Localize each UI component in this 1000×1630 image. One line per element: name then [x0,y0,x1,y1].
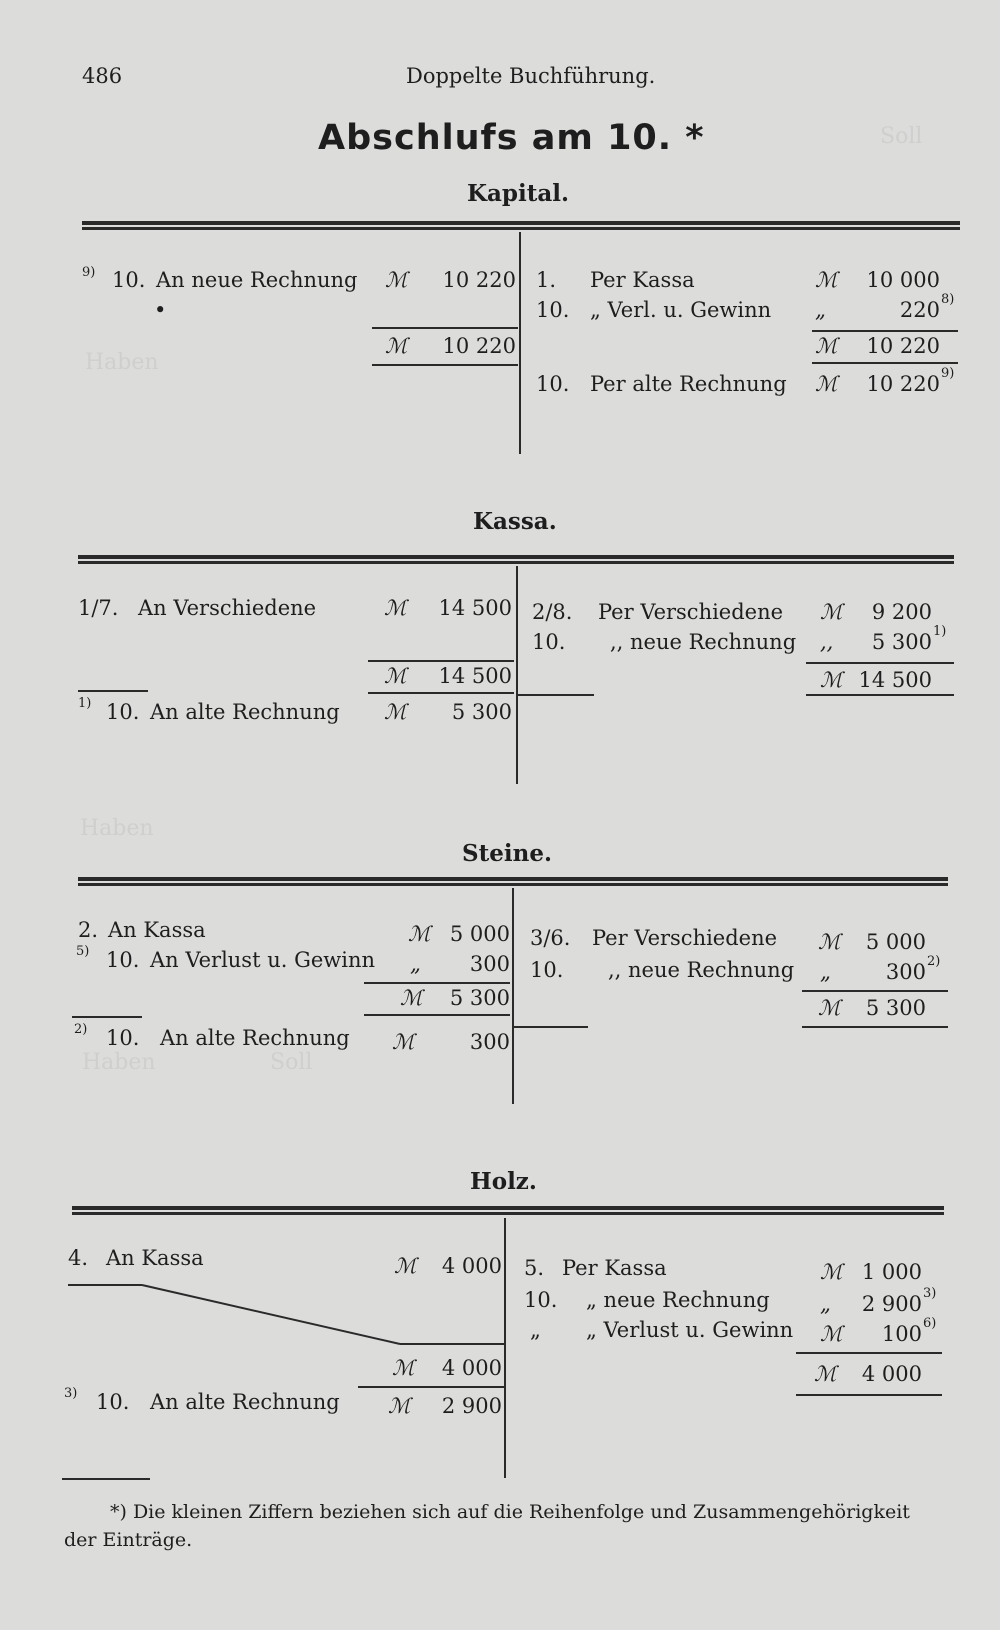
currency-mark: ℳ [814,1362,837,1386]
sum-rule [512,1026,588,1028]
entry-amount: 10 000 [866,268,940,292]
currency-mark: „ [820,960,831,984]
footnote-ref: 1) [78,696,92,711]
currency-mark: „ [410,952,421,976]
bleed-through-text: Soll [880,124,923,149]
entry-amount: 300 [885,960,926,984]
total-amount: 14 500 [438,664,512,688]
footnote-ref: 2) [74,1022,88,1037]
currency-mark: ℳ [408,922,431,946]
entry-amount: 10 220 [442,268,516,292]
footnote-ref: 2) [927,954,941,969]
total-amount: 5 300 [449,986,510,1010]
entry-day: 10. [536,298,570,322]
entry-day: 10. [524,1288,558,1312]
sum-rule [72,1016,142,1018]
currency-mark: ℳ [815,372,838,396]
entry-text: ,, neue Rechnung [610,630,797,654]
sum-rule [806,662,954,664]
sum-rule [802,990,948,992]
sum-rule [812,330,958,332]
entry-day: 3/6. [530,926,571,950]
t-account-divider [504,1218,506,1478]
entry-amount: 5 300 [451,700,512,724]
currency-mark: ,, [820,630,834,654]
entry-amount: 9 200 [871,600,932,624]
footnote-ref: 1) [933,624,947,639]
entry-day: 10. [532,630,566,654]
entry-day: 10. [106,948,140,972]
currency-mark: ℳ [818,930,841,954]
account-title-kassa: Kassa. [473,508,557,535]
footnote-ref: 3) [64,1386,78,1401]
entry-day: „ [530,1318,541,1342]
sum-rule [78,690,148,692]
currency-mark: „ [815,298,826,322]
currency-mark: ℳ [820,668,843,692]
currency-mark: ℳ [392,1356,415,1380]
page-title: Abschlufs am 10. * [318,118,705,158]
entry-text: ,, neue Rechnung [608,958,795,982]
entry-text: An alte Rechnung [160,1026,350,1050]
entry-day: 10. [530,958,564,982]
footnote-ref: 9) [941,366,955,381]
account-rule [82,221,960,230]
entry-amount: 5 000 [865,930,926,954]
sum-rule [802,1026,948,1028]
bleed-through-text: Haben [85,350,159,375]
entry-day: 10. [106,700,140,724]
total-amount: 4 000 [441,1356,502,1380]
entry-amount: 300 [469,1030,510,1054]
entry-text: An alte Rechnung [150,700,340,724]
total-amount: 10 220 [866,334,940,358]
entry-text: An Kassa [106,1246,204,1270]
currency-mark: ℳ [384,700,407,724]
entry-text: Per alte Rechnung [590,372,787,396]
sum-rule [358,1386,504,1388]
sum-rule [368,692,514,694]
bleed-through-text: Haben [82,1050,156,1075]
entry-day: 4. [68,1246,89,1270]
entry-text: „ Verlust u. Gewinn [586,1318,794,1342]
ink-dot: • [154,298,167,322]
entry-text: An Verlust u. Gewinn [150,948,376,972]
sum-rule [364,1014,510,1016]
entry-amount: 220 [899,298,940,322]
account-rule [78,555,954,564]
sum-rule [372,327,518,329]
sum-rule [796,1394,942,1396]
entry-text: An neue Rechnung [156,268,358,292]
entry-text: „ Verl. u. Gewinn [590,298,772,322]
currency-mark: ℳ [820,1322,843,1346]
entry-text: An Kassa [108,918,206,942]
page-number: 486 [82,64,123,88]
footnote-ref: 5) [76,944,90,959]
entry-day: 10. [112,268,146,292]
account-title-holz: Holz. [470,1168,537,1195]
currency-mark: ℳ [815,334,838,358]
entry-amount: 10 220 [866,372,940,396]
total-amount: 4 000 [861,1362,922,1386]
entry-text: Per Verschiedene [592,926,778,950]
entry-text: „ neue Rechnung [586,1288,770,1312]
entry-day: 10. [106,1026,140,1050]
currency-mark: „ [820,1292,831,1316]
footnote-ref: 8) [941,292,955,307]
t-account-divider [519,232,521,454]
account-title-kapital: Kapital. [467,180,569,207]
currency-mark: ℳ [820,600,843,624]
entry-day: 2/8. [532,600,573,624]
currency-mark: ℳ [385,268,408,292]
entry-day: 2. [78,918,99,942]
currency-mark: ℳ [385,334,408,358]
bleed-through-text: Haben [80,816,154,841]
cancellation-line [60,1278,510,1348]
entry-text: Per Kassa [562,1256,667,1280]
entry-day: 5. [524,1256,545,1280]
currency-mark: ℳ [400,986,423,1010]
footnote-ref: 9) [82,265,96,280]
entry-text: Per Verschiedene [598,600,784,624]
entry-amount: 300 [469,952,510,976]
running-title: Doppelte Buchführung. [406,64,656,88]
sum-rule [62,1478,150,1480]
account-rule [72,1206,944,1215]
entry-amount: 2 900 [861,1292,922,1316]
entry-text: Per Kassa [590,268,695,292]
sum-rule [372,364,518,366]
currency-mark: ℳ [815,268,838,292]
t-account-divider [516,566,518,784]
sum-rule [364,982,510,984]
footnote-ref: 3) [923,1286,937,1301]
total-amount: 5 300 [865,996,926,1020]
entry-text: An alte Rechnung [150,1390,340,1414]
account-title-steine: Steine. [462,840,552,867]
entry-amount: 100 [881,1322,922,1346]
entry-amount: 5 300 [871,630,932,654]
account-rule [78,877,948,886]
entry-amount: 1 000 [861,1260,922,1284]
currency-mark: ℳ [394,1254,417,1278]
currency-mark: ℳ [388,1394,411,1418]
sum-rule [796,1352,942,1354]
entry-amount: 4 000 [441,1254,502,1278]
currency-mark: ℳ [818,996,841,1020]
sum-rule [368,660,514,662]
currency-mark: ℳ [384,596,407,620]
footnote: *) Die kleinen Ziffern beziehen sich auf die Reihenfolge und Zusammengehörigkeit der Einträge. [64,1501,910,1551]
total-amount: 10 220 [442,334,516,358]
entry-day: 10. [96,1390,130,1414]
currency-mark: ℳ [384,664,407,688]
currency-mark: ℳ [820,1260,843,1284]
bleed-through-text: Soll [270,1050,313,1075]
footnote-ref: 6) [923,1316,937,1331]
entry-day: 1. [536,268,557,292]
entry-amount: 2 900 [441,1394,502,1418]
entry-text: An Verschiedene [138,596,317,620]
total-amount: 14 500 [858,668,932,692]
entry-day: 10. [536,372,570,396]
sum-rule [518,694,594,696]
sum-rule [812,362,958,364]
entry-amount: 14 500 [438,596,512,620]
sum-rule [806,694,954,696]
entry-day: 1/7. [78,596,119,620]
currency-mark: ℳ [392,1030,415,1054]
t-account-divider [512,888,514,1104]
entry-amount: 5 000 [449,922,510,946]
